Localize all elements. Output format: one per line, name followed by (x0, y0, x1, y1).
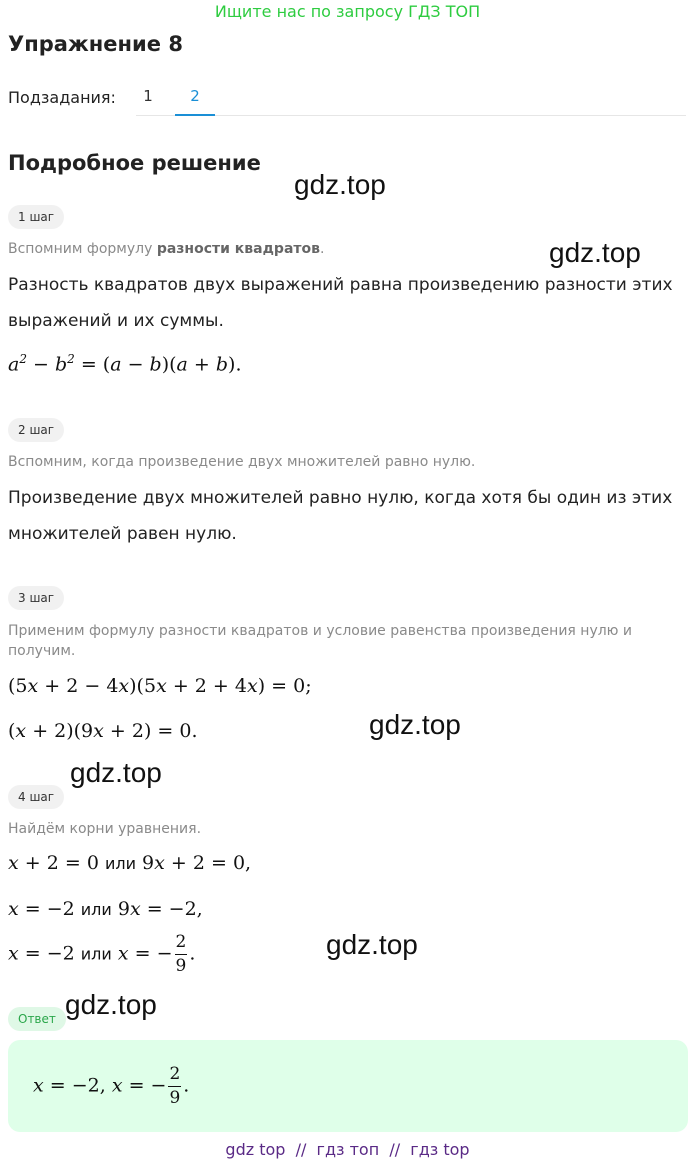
subtasks-divider (136, 115, 686, 116)
answer-box (8, 1040, 688, 1132)
watermark: gdz.top (369, 709, 461, 740)
step-2-text: Произведение двух множителей равно нулю, когда хотя бы один из этих множителей равен нулю. (8, 488, 673, 544)
step-1-hint-suffix: . (319, 241, 325, 257)
watermark: gdz.top (65, 989, 157, 1020)
or-word: или (80, 944, 112, 964)
step-4-formula-3: x = −2 или x = − $\frac{2}{9}$ . (8, 932, 196, 976)
step-4-formula-1: x + 2 = 0 или 9x + 2 = 0, (8, 852, 252, 874)
step-3-hint: Применим формулу разности квадратов и условие равенства произведения нулю и получим. (8, 623, 633, 659)
answer-badge: Ответ (8, 1007, 66, 1031)
fraction: $\frac{2}{9}$ (175, 932, 187, 976)
step-1-hint-prefix: Вспомним формулу (8, 241, 157, 257)
step-1-formula: $a^2 - b^2 = (a - b)(a + b)$. (8, 352, 242, 376)
answer-formula: x = −2, x = − $\frac{2}{9}$ . (33, 1064, 190, 1108)
watermark: gdz.top (294, 169, 386, 200)
step-4-formula-2: x = −2 или 9x = −2, (8, 898, 203, 920)
footer-links[interactable]: gdz top // гдз топ // гдз top (225, 1140, 470, 1159)
watermark: gdz.top (549, 237, 641, 268)
step-3-formula-1: (5x + 2 − 4x)(5x + 2 + 4x) = 0; (8, 675, 312, 697)
or-word: или (80, 900, 112, 919)
tab-subtask-2[interactable]: 2 (175, 86, 215, 116)
step-1-hint-bold: разности квадратов (156, 241, 320, 257)
step-2-hint: Вспомним, когда произведение двух множителей равно нулю. (8, 454, 476, 470)
step-3-badge: 3 шаг (8, 586, 64, 610)
fraction: $\frac{2}{9}$ (169, 1064, 181, 1108)
solution-title: Подробное решение (8, 151, 261, 175)
tab-subtask-1[interactable]: 1 (143, 87, 153, 105)
subtasks-label: Подзадания: (8, 88, 116, 107)
step-1-badge: 1 шаг (8, 205, 64, 229)
page-title: Упражнение 8 (8, 32, 183, 56)
watermark: gdz.top (326, 929, 418, 960)
step-4-hint: Найдём корни уравнения. (8, 821, 202, 837)
step-4-badge: 4 шаг (8, 785, 64, 809)
step-1-text: Разность квадратов двух выражений равна произведению разности этих выражений и их суммы. (8, 275, 673, 331)
watermark: gdz.top (70, 757, 162, 788)
step-3-formula-2: (x + 2)(9x + 2) = 0. (8, 720, 198, 742)
or-word: или (104, 854, 136, 873)
step-2-badge: 2 шаг (8, 418, 64, 442)
subtasks-bar (8, 86, 686, 116)
promo-banner[interactable]: Ищите нас по запросу ГДЗ ТОП (214, 2, 481, 21)
